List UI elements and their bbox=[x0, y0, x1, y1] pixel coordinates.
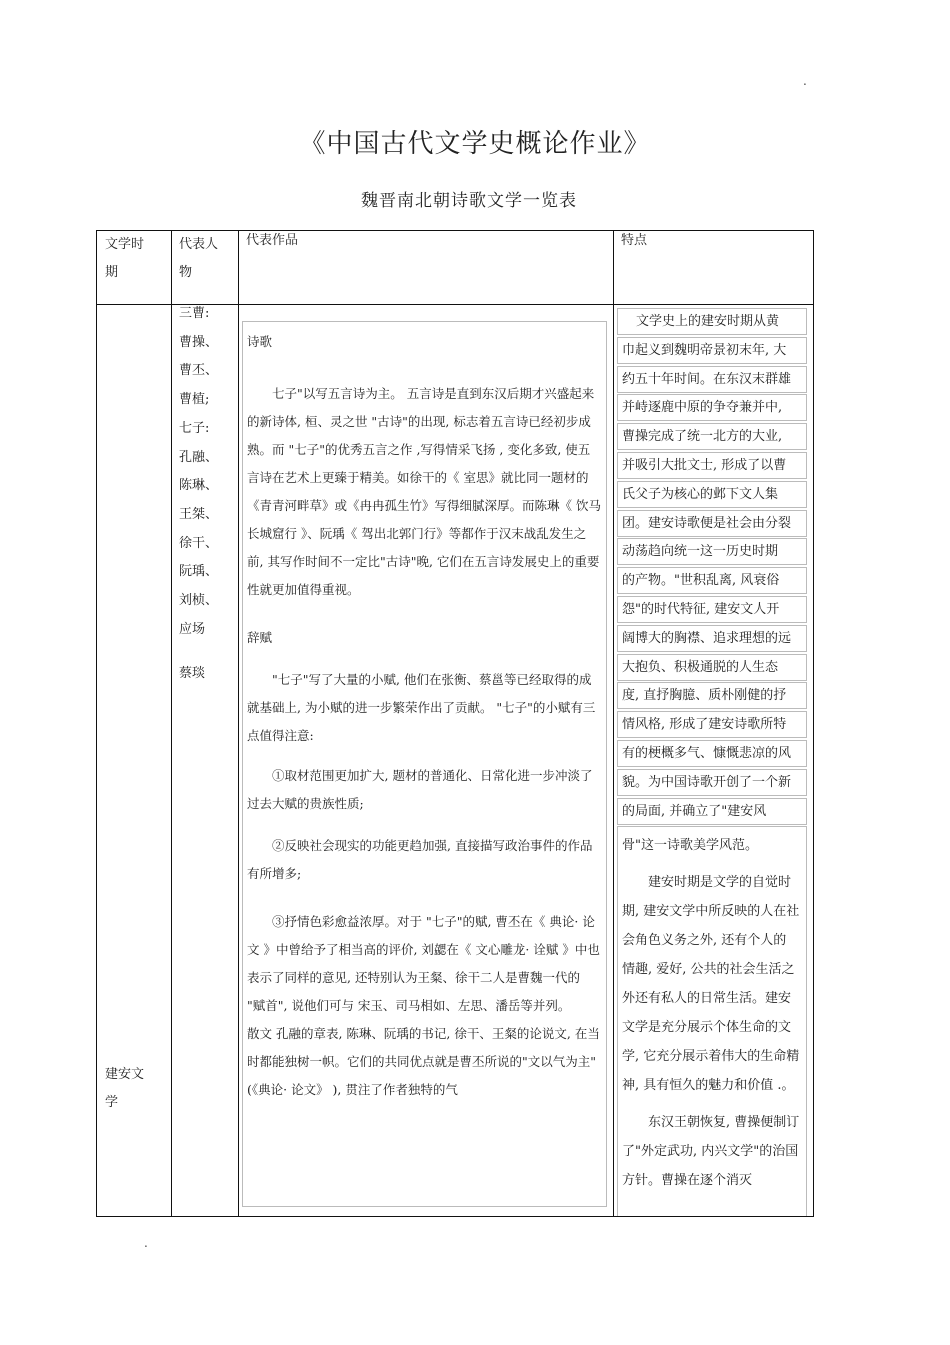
header-people: 代表人物 bbox=[179, 237, 219, 280]
header-features: 特点 bbox=[621, 233, 648, 248]
feature-paragraph: 建安时期是文学的自觉时期, 建安文学中所反映的人在社会角色义务之外, 还有个人的 情趣, 爱好, 公共的社会生活之外还有私人的日常生活。建安文学是充分展示个体生命的文学, 它充分展示着伟大的生命精神, 具有恒久的魅力和价值 .。 bbox=[622, 875, 800, 1094]
table-caption: 魏晋南北朝诗歌文学一览表 bbox=[361, 191, 577, 211]
work-paragraph: ②反映社会现实的功能更趋加强, 直接描写政治事件的作品有所增多; bbox=[247, 838, 593, 881]
work-paragraph: ③抒情色彩愈益浓厚。对于 "七子"的赋, 曹丕在《 典论· 论文 》中曾给予了相当高的评价, 刘勰在《 文心雕龙· 诠赋 》中也表示了同样的意见, 还特别认为王粲、徐干二人是曹魏一代的 "赋首", 说他们可与 宋玉、司马相如、左思、潘岳等并列。 bbox=[247, 914, 600, 1013]
people-list bbox=[179, 300, 235, 689]
feature-line: 文学史上的建安时期从黄 bbox=[617, 308, 807, 335]
features-block bbox=[617, 826, 807, 1216]
feature-line: 动荡趋向统一这一历史时期 bbox=[617, 538, 807, 565]
column-divider bbox=[238, 231, 239, 1216]
feature-line: 大抱负、积极通脱的人生态 bbox=[617, 654, 807, 681]
feature-line: 怨"的时代特征, 建安文人开 bbox=[617, 596, 807, 623]
feature-line: 约五十年时间。在东汉末群雄 bbox=[617, 366, 807, 393]
feature-line: 巾起义到魏明帝景初末年, 大 bbox=[617, 337, 807, 364]
person-name: 曹植; bbox=[179, 392, 210, 408]
feature-line: 有的梗概多气、慷慨悲凉的风 bbox=[617, 740, 807, 767]
person-name: 徐干、 bbox=[179, 535, 219, 551]
corner-dot: . bbox=[803, 74, 807, 88]
feature-line: 的局面, 并确立了"建安风 bbox=[617, 798, 807, 825]
feature-line: 团。建安诗歌便是社会由分裂 bbox=[617, 510, 807, 537]
work-paragraph: 诗歌 bbox=[247, 334, 273, 349]
feature-paragraph: 东汉王朝恢复, 曹操便制订了"外定武功, 内兴文学"的治国方针。曹操在逐个消灭 bbox=[622, 1115, 800, 1189]
feature-line: 并峙逐鹿中原的争夺兼并中, bbox=[617, 394, 807, 421]
work-paragraph: "七子"写了大量的小赋, 他们在张衡、蔡邕等已经取得的成就基础上, 为小赋的进一步繁荣作出了贡献。 "七子"的小赋有三点值得注意: bbox=[247, 672, 596, 743]
period-cell: 建安文学 bbox=[105, 1067, 145, 1110]
person-name: 曹操、 bbox=[179, 334, 219, 350]
person-name: 蔡琰 bbox=[179, 666, 206, 682]
feature-line: 并吸引大批文士, 形成了以曹 bbox=[617, 452, 807, 479]
header-works: 代表作品 bbox=[246, 233, 299, 248]
feature-line: 阔博大的胸襟、追求理想的远 bbox=[617, 625, 807, 652]
person-name: 陈琳、 bbox=[179, 478, 219, 494]
work-paragraph: 七子"以写五言诗为主。 五言诗是直到东汉后期才兴盛起来的新诗体, 桓、灵之世 "古诗"的出现, 标志着五言诗已经初步成熟。而 "七子"的优秀五言之作 ,写得情采飞扬 , 变化多致, 使五言诗在艺术上更臻于精美。如徐干的《 室思》就比同一题材的《青青河畔草》或《冉冉孤生竹》写得细腻深厚。而陈琳《 饮马长城窟行 》、阮瑀《 驾出北郭门行》等都作于汉末战乱发生之前, 其写作时间不一定比"古诗"晚, 它们在五言诗发展史上的重要性就更加值得重视。 bbox=[247, 386, 601, 597]
work-paragraph: 散文 孔融的章表, 陈琳、阮瑀的书记, 徐干、王粲的论说文, 在当时都能独树一帜。它们的共同优点就是曹丕所说的"文以气为主"(《典论· 论文》 ), 贯注了作者独特的气 bbox=[247, 1026, 600, 1097]
work-paragraph: 辞赋 bbox=[247, 630, 273, 645]
literature-table bbox=[96, 230, 814, 1217]
feature-line: 貌。为中国诗歌开创了一个新 bbox=[617, 769, 807, 796]
feature-line: 曹操完成了统一北方的大业, bbox=[617, 423, 807, 450]
person-name: 王桀、 bbox=[179, 506, 219, 522]
feature-paragraph: 骨"这一诗歌美学风范。 bbox=[622, 838, 758, 854]
feature-line: 情风格, 形成了建安诗歌所特 bbox=[617, 711, 807, 738]
document-title: 《中国古代文学史概论作业》 bbox=[299, 129, 651, 159]
person-name: 三曹: bbox=[179, 306, 210, 321]
person-name: 刘桢、 bbox=[179, 593, 219, 609]
header-period: 文学时期 bbox=[105, 237, 145, 280]
person-name: 阮瑀、 bbox=[179, 564, 219, 580]
feature-line: 度, 直抒胸臆、质朴刚健的抒 bbox=[617, 682, 807, 709]
work-paragraph: ①取材范围更加扩大, 题材的普通化、日常化进一步冲淡了过去大赋的贵族性质; bbox=[247, 768, 593, 811]
works-box bbox=[242, 321, 607, 1207]
column-divider bbox=[613, 231, 614, 1216]
column-divider bbox=[171, 231, 172, 1216]
person-name: 七子: bbox=[179, 420, 210, 436]
feature-line: 氏父子为核心的邺下文人集 bbox=[617, 481, 807, 508]
person-name: 曹丕、 bbox=[179, 363, 219, 379]
person-name: 孔融、 bbox=[179, 449, 219, 465]
corner-dot: . bbox=[144, 1236, 148, 1250]
person-name: 应场 bbox=[179, 621, 206, 637]
feature-line: 的产物。"世积乱离, 风衰俗 bbox=[617, 567, 807, 594]
